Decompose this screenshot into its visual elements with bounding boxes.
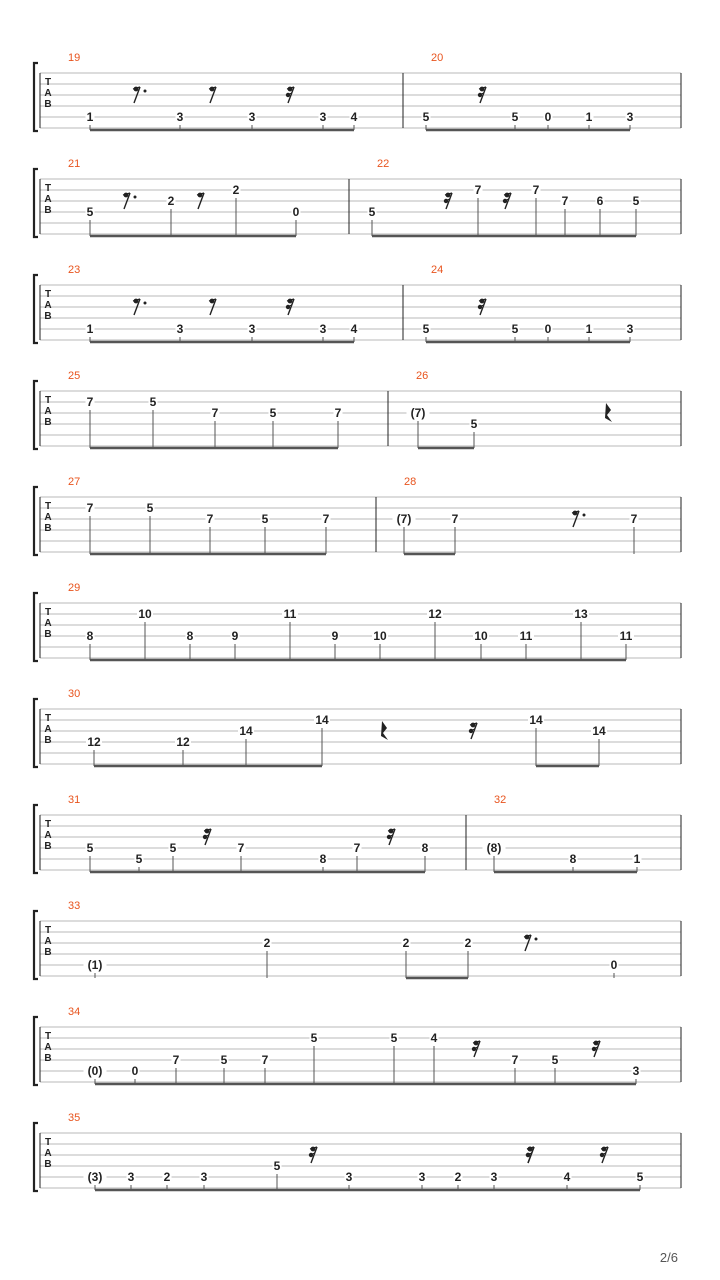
fret-number: 3 xyxy=(418,1170,426,1184)
fret-number: 0 xyxy=(610,958,618,972)
fret-number: 5 xyxy=(261,512,269,526)
fret-number: 5 xyxy=(273,1159,281,1173)
tab-clef-letter: A xyxy=(44,512,52,523)
tab-clef-letter: B xyxy=(44,311,52,322)
fret-number: 2 xyxy=(163,1170,171,1184)
system-bracket xyxy=(34,1123,38,1191)
fret-number: 2 xyxy=(232,183,240,197)
tab-clef-letter: T xyxy=(44,607,52,618)
fret-number: 5 xyxy=(390,1031,398,1045)
fret-number: 2 xyxy=(402,936,410,950)
tab-clef-letter: T xyxy=(44,183,52,194)
fret-number: 5 xyxy=(551,1053,559,1067)
tab-system xyxy=(34,52,681,131)
tab-system xyxy=(34,794,681,873)
tab-clef-letter: A xyxy=(44,1148,52,1159)
tab-clef-letter: A xyxy=(44,936,52,947)
fret-number: (3) xyxy=(87,1170,103,1184)
fret-number: 3 xyxy=(200,1170,208,1184)
system-bracket xyxy=(34,381,38,449)
measure-number: 22 xyxy=(377,158,390,170)
system-bracket xyxy=(34,699,38,767)
fret-number: 4 xyxy=(563,1170,571,1184)
tab-clef-letter: T xyxy=(44,713,52,724)
measure-number: 27 xyxy=(68,476,81,488)
fret-number: 5 xyxy=(511,110,519,124)
measure-number: 21 xyxy=(68,158,81,170)
fret-number: 4 xyxy=(350,322,358,336)
fret-number: 1 xyxy=(585,322,593,336)
fret-number: 5 xyxy=(149,395,157,409)
tab-system xyxy=(34,688,681,767)
fret-number: 2 xyxy=(464,936,472,950)
tab-clef-letter: B xyxy=(44,205,52,216)
fret-number: 14 xyxy=(315,713,329,727)
measure-number: 30 xyxy=(68,688,81,700)
system-bracket xyxy=(34,275,38,343)
fret-number: 5 xyxy=(86,205,94,219)
fret-number: 9 xyxy=(331,629,339,643)
fret-number: 8 xyxy=(319,852,327,866)
fret-number: 11 xyxy=(619,629,633,643)
fret-number: 8 xyxy=(569,852,577,866)
fret-number: 5 xyxy=(470,417,478,431)
tab-clef-letter: B xyxy=(44,99,52,110)
measure-number: 33 xyxy=(68,900,81,912)
fret-number: 5 xyxy=(422,110,430,124)
fret-number: 7 xyxy=(630,512,638,526)
tab-clef-letter: A xyxy=(44,724,52,735)
measure-number: 35 xyxy=(68,1112,81,1124)
measure-number: 25 xyxy=(68,370,81,382)
fret-number: 7 xyxy=(86,395,94,409)
tab-clef-letter: A xyxy=(44,618,52,629)
tab-clef-letter: T xyxy=(44,395,52,406)
measure-number: 31 xyxy=(68,794,81,806)
fret-number: 12 xyxy=(428,607,442,621)
fret-number: 0 xyxy=(544,110,552,124)
system-bracket xyxy=(34,63,38,131)
measure-number: 29 xyxy=(68,582,81,594)
tab-clef-letter: B xyxy=(44,735,52,746)
fret-number: 5 xyxy=(632,194,640,208)
tab-clef-letter: B xyxy=(44,841,52,852)
tab-clef-letter: T xyxy=(44,289,52,300)
fret-number: 0 xyxy=(131,1064,139,1078)
fret-number: 2 xyxy=(454,1170,462,1184)
fret-number: (7) xyxy=(410,406,426,420)
tab-system xyxy=(34,1006,681,1085)
fret-number: 10 xyxy=(474,629,488,643)
fret-number: 7 xyxy=(353,841,361,855)
fret-number: 8 xyxy=(186,629,194,643)
tab-clef-letter: A xyxy=(44,1042,52,1053)
fret-number: 13 xyxy=(574,607,588,621)
fret-number: 1 xyxy=(86,110,94,124)
fret-number: 3 xyxy=(319,322,327,336)
tab-system xyxy=(34,370,681,449)
system-bracket xyxy=(34,805,38,873)
fret-number: 7 xyxy=(172,1053,180,1067)
tab-clef-letter: B xyxy=(44,417,52,428)
tab-system xyxy=(34,900,681,979)
measure-number: 19 xyxy=(68,52,81,64)
fret-number: 5 xyxy=(135,852,143,866)
measure-number: 32 xyxy=(494,794,507,806)
fret-number: 5 xyxy=(86,841,94,855)
fret-number: 5 xyxy=(310,1031,318,1045)
tab-system xyxy=(34,1112,681,1191)
system-bracket xyxy=(34,911,38,979)
fret-number: 10 xyxy=(373,629,387,643)
tab-system xyxy=(34,264,681,343)
fret-number: 1 xyxy=(585,110,593,124)
fret-number: 1 xyxy=(86,322,94,336)
tab-clef-letter: T xyxy=(44,819,52,830)
fret-number: 11 xyxy=(519,629,533,643)
fret-number: 12 xyxy=(87,735,101,749)
tab-clef-letter: B xyxy=(44,1159,52,1170)
fret-number: 7 xyxy=(561,194,569,208)
fret-number: 3 xyxy=(176,110,184,124)
fret-number: 3 xyxy=(319,110,327,124)
fret-number: 7 xyxy=(451,512,459,526)
fret-number: 5 xyxy=(636,1170,644,1184)
fret-number: 5 xyxy=(269,406,277,420)
fret-number: 5 xyxy=(368,205,376,219)
tab-system xyxy=(34,158,681,237)
tab-clef-letter: T xyxy=(44,501,52,512)
fret-number: 7 xyxy=(532,183,540,197)
fret-number: (1) xyxy=(87,958,103,972)
fret-number: 2 xyxy=(167,194,175,208)
system-bracket xyxy=(34,593,38,661)
fret-number: 7 xyxy=(474,183,482,197)
fret-number: 1 xyxy=(633,852,641,866)
fret-number: 11 xyxy=(283,607,297,621)
fret-number: 9 xyxy=(231,629,239,643)
fret-number: 3 xyxy=(626,322,634,336)
fret-number: 4 xyxy=(350,110,358,124)
fret-number: 3 xyxy=(248,322,256,336)
tab-system xyxy=(34,582,681,661)
page-number: 2/6 xyxy=(659,1250,678,1265)
tab-clef-letter: B xyxy=(44,947,52,958)
fret-number: 3 xyxy=(248,110,256,124)
measure-number: 23 xyxy=(68,264,81,276)
fret-number: 0 xyxy=(292,205,300,219)
tab-clef-letter: T xyxy=(44,1031,52,1042)
fret-number: 10 xyxy=(138,607,152,621)
tab-clef-letter: T xyxy=(44,925,52,936)
measure-number: 26 xyxy=(416,370,429,382)
fret-number: 7 xyxy=(237,841,245,855)
tab-clef-letter: T xyxy=(44,1137,52,1148)
system-bracket xyxy=(34,169,38,237)
tab-clef-letter: B xyxy=(44,629,52,640)
fret-number: 7 xyxy=(261,1053,269,1067)
tab-clef-letter: B xyxy=(44,1053,52,1064)
fret-number: 12 xyxy=(176,735,190,749)
tab-clef-letter: A xyxy=(44,830,52,841)
tab-clef-letter: A xyxy=(44,300,52,311)
fret-number: 3 xyxy=(345,1170,353,1184)
fret-number: 2 xyxy=(263,936,271,950)
fret-number: 5 xyxy=(511,322,519,336)
fret-number: 3 xyxy=(127,1170,135,1184)
fret-number: 14 xyxy=(239,724,253,738)
fret-number: 5 xyxy=(169,841,177,855)
tab-clef-letter: A xyxy=(44,88,52,99)
fret-number: (8) xyxy=(486,841,502,855)
tab-clef-letter: T xyxy=(44,77,52,88)
fret-number: 7 xyxy=(334,406,342,420)
measure-number: 24 xyxy=(431,264,444,276)
fret-number: 7 xyxy=(322,512,330,526)
fret-number: 5 xyxy=(422,322,430,336)
fret-number: 0 xyxy=(544,322,552,336)
tab-clef-letter: A xyxy=(44,194,52,205)
fret-number: (7) xyxy=(396,512,412,526)
fret-number: (0) xyxy=(87,1064,103,1078)
system-bracket xyxy=(34,487,38,555)
system-bracket xyxy=(34,1017,38,1085)
fret-number: 14 xyxy=(529,713,543,727)
fret-number: 7 xyxy=(511,1053,519,1067)
fret-number: 6 xyxy=(596,194,604,208)
fret-number: 3 xyxy=(490,1170,498,1184)
fret-number: 8 xyxy=(421,841,429,855)
measure-number: 20 xyxy=(431,52,444,64)
fret-number: 4 xyxy=(430,1031,438,1045)
fret-number: 8 xyxy=(86,629,94,643)
tab-clef-letter: B xyxy=(44,523,52,534)
tab-clef-letter: A xyxy=(44,406,52,417)
fret-number: 7 xyxy=(206,512,214,526)
measure-number: 34 xyxy=(68,1006,81,1018)
fret-number: 5 xyxy=(146,501,154,515)
fret-number: 5 xyxy=(220,1053,228,1067)
fret-number: 3 xyxy=(632,1064,640,1078)
fret-number: 3 xyxy=(626,110,634,124)
fret-number: 7 xyxy=(211,406,219,420)
fret-number: 7 xyxy=(86,501,94,515)
measure-number: 28 xyxy=(404,476,417,488)
fret-number: 14 xyxy=(592,724,606,738)
fret-number: 3 xyxy=(176,322,184,336)
